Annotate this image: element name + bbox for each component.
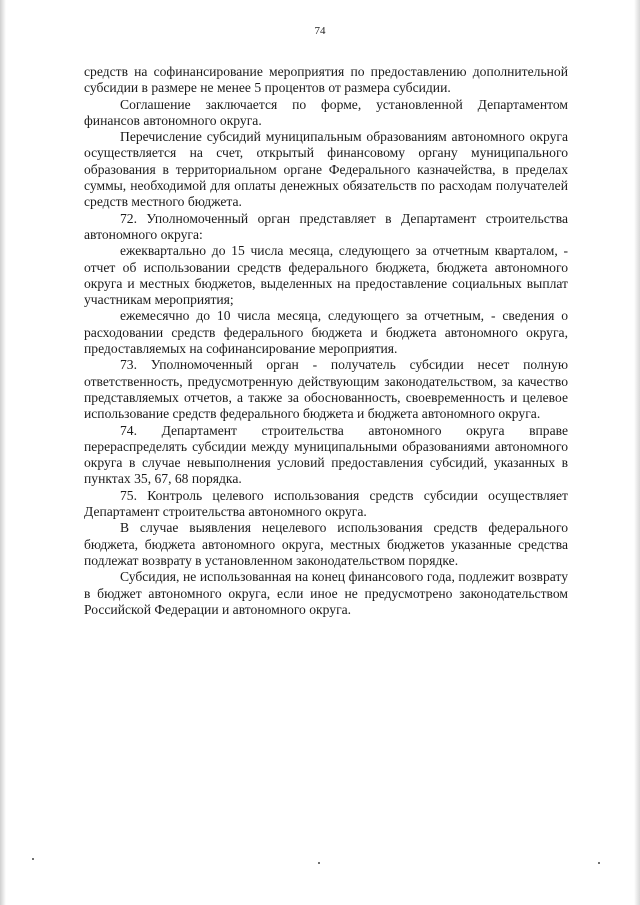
paragraph-clause-72: 72. Уполномоченный орган представляет в Департамент строительства автономного округа:	[84, 210, 568, 242]
paragraph-clause-74: 74. Департамент строительства автономного округа вправе перераспределять субсидии между муниципальными образованиями автономного округа в случае невыполнения условий предоставления субсидий, указанных в пунктах 35, 67, 68 порядка.	[84, 422, 568, 487]
scan-edge-left	[0, 0, 6, 905]
paragraph-quarterly-report: ежеквартально до 15 числа месяца, следующего за отчетным кварталом, - отчет об использовании средств федерального бюджета, бюджета автономного округа и местных бюджетов, выделенных на предоставление социальных выплат участникам мероприятия;	[84, 243, 568, 308]
scan-speck	[318, 862, 320, 864]
paragraph-agreement-form: Соглашение заключается по форме, установленной Департаментом финансов автономного округа.	[84, 96, 568, 128]
scan-edge-right	[634, 0, 640, 905]
paragraph-continuation: средств на софинансирование мероприятия по предоставлению дополнительной субсидии в размере не менее 5 процентов от размера субсидии.	[84, 64, 568, 96]
paragraph-unused-subsidy: Субсидия, не использованная на конец финансового года, подлежит возврату в бюджет автономного округа, если иное не предусмотрено законодательством Российской Федерации и автономного округа.	[84, 569, 568, 617]
paragraph-clause-75: 75. Контроль целевого использования средств субсидии осуществляет Департамент строительства автономного округа.	[84, 487, 568, 520]
page-number: 74	[314, 25, 326, 37]
paragraph-misuse-refund: В случае выявления нецелевого использования средств федерального бюджета, бюджета автономного округа, местных бюджетов указанные средства подлежат возврату в установленном законодательством порядке.	[84, 520, 568, 568]
paragraph-monthly-report: ежемесячно до 10 числа месяца, следующего за отчетным, - сведения о расходовании средств федерального бюджета и бюджета автономного округа, предоставляемых на софинансирование мероприятия.	[84, 308, 568, 357]
scan-speck	[32, 858, 34, 860]
paragraph-clause-73: 73. Уполномоченный орган - получатель субсидии несет полную ответственность, предусмотренную действующим законодательством, за качество представляемых отчетов, а также за обоснованность, своевременность и целевое использование средств федерального бюджета и бюджета автономного округа.	[84, 357, 568, 422]
paragraph-subsidy-transfer: Перечисление субсидий муниципальным образованиям автономного округа осуществляется на счет, открытый финансовому органу муниципального образования в территориальном органе Федерального казначейства, в пределах суммы, необходимой для оплаты денежных обязательств по расходам получателей средств местного бюджета.	[84, 129, 568, 210]
scan-speck	[598, 862, 600, 864]
document-body	[84, 64, 568, 618]
